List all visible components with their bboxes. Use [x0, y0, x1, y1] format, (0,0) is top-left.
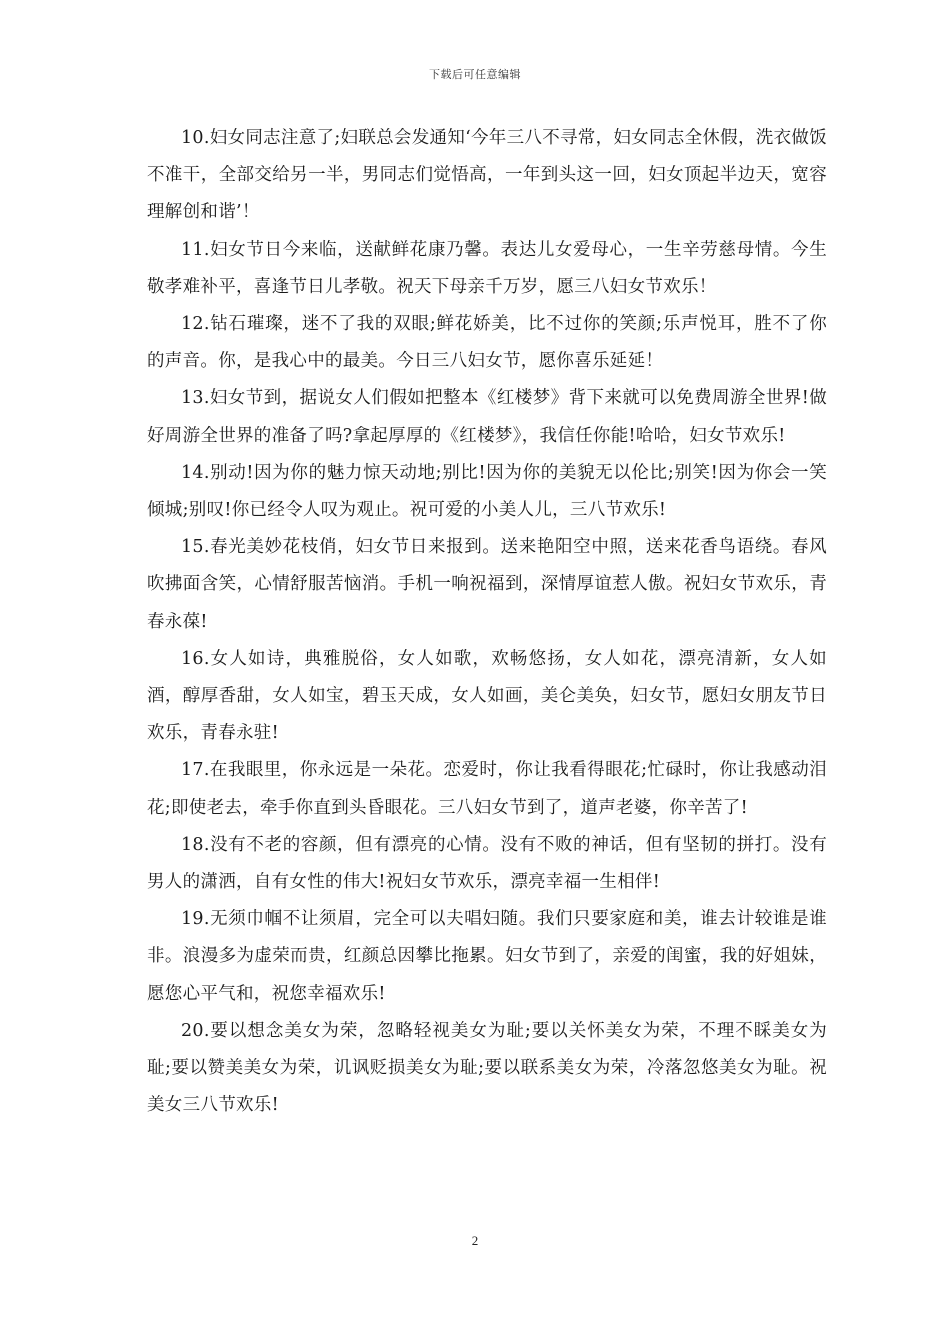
paragraph-20: 20.要以想念美女为荣，忽略轻视美女为耻;要以关怀美女为荣，不理不睬美女为耻;要以赞美美女为荣，讥讽贬损美女为耻;要以联系美女为荣，冷落忽悠美女为耻。祝美女三八节欢乐! — [147, 1020, 827, 1116]
paragraph-16: 16.女人如诗，典雅脱俗，女人如歌，欢畅悠扬，女人如花，漂亮清新，女人如酒，醇厚香甜，女人如宝，碧玉天成，女人如画，美仑美奂，妇女节，愿妇女朋友节日欢乐，青春永驻! — [147, 648, 827, 744]
page-header: 下载后可任意编辑 — [429, 68, 521, 81]
paragraph-15: 15.春光美妙花枝俏，妇女节日来报到。送来艳阳空中照，送来花香鸟语绕。春风吹拂面含笑，心情舒服苦恼消。手机一响祝福到，深情厚谊惹人傲。祝妇女节欢乐，青春永葆! — [147, 537, 827, 632]
paragraph-13: 13.妇女节到，据说女人们假如把整本《红楼梦》背下来就可以免费周游全世界!做好周游全世界的准备了吗?拿起厚厚的《红楼梦》，我信任你能!哈哈，妇女节欢乐! — [147, 388, 827, 446]
paragraph-14: 14.别动!因为你的魅力惊天动地;别比!因为你的美貌无以伦比;别笑!因为你会一笑倾城;别叹!你已经令人叹为观止。祝可爱的小美人儿，三八节欢乐! — [147, 462, 827, 521]
page-number: 2 — [471, 1233, 479, 1248]
paragraph-17: 17.在我眼里，你永远是一朵花。恋爱时，你让我看得眼花;忙碌时，你让我感动泪花;即使老去，牵手你直到头昏眼花。三八妇女节到了，道声老婆，你辛苦了! — [147, 760, 827, 818]
paragraph-19: 19.无须巾帼不让须眉，完全可以夫唱妇随。我们只要家庭和美，谁去计较谁是谁非。浪漫多为虚荣而贵，红颜总因攀比拖累。妇女节到了，亲爱的闺蜜，我的好姐妹，愿您心平气和，祝您幸福欢乐! — [147, 909, 827, 1004]
document-body — [147, 120, 827, 1124]
paragraph-18: 18.没有不老的容颜，但有漂亮的心情。没有不败的神话，但有坚韧的拼打。没有男人的潇洒，自有女性的伟大!祝妇女节欢乐，漂亮幸福一生相伴! — [147, 834, 827, 893]
paragraph-11: 11.妇女节日今来临，送献鲜花康乃馨。表达儿女爱母心，一生辛劳慈母情。今生敬孝难补平，喜逢节日儿孝敬。祝天下母亲千万岁，愿三八妇女节欢乐！ — [147, 239, 827, 297]
paragraph-10: 10.妇女同志注意了;妇联总会发通知‘今年三八不寻常，妇女同志全休假，洗衣做饭不准干，全部交给另一半，男同志们觉悟高，一年到头这一回，妇女顶起半边天，宽容理解创和谐’！ — [147, 128, 827, 223]
paragraph-12: 12.钻石璀璨，迷不了我的双眼;鲜花娇美，比不过你的笑颜;乐声悦耳，胜不了你的声音。你，是我心中的最美。今日三八妇女节，愿你喜乐延延！ — [147, 314, 827, 372]
